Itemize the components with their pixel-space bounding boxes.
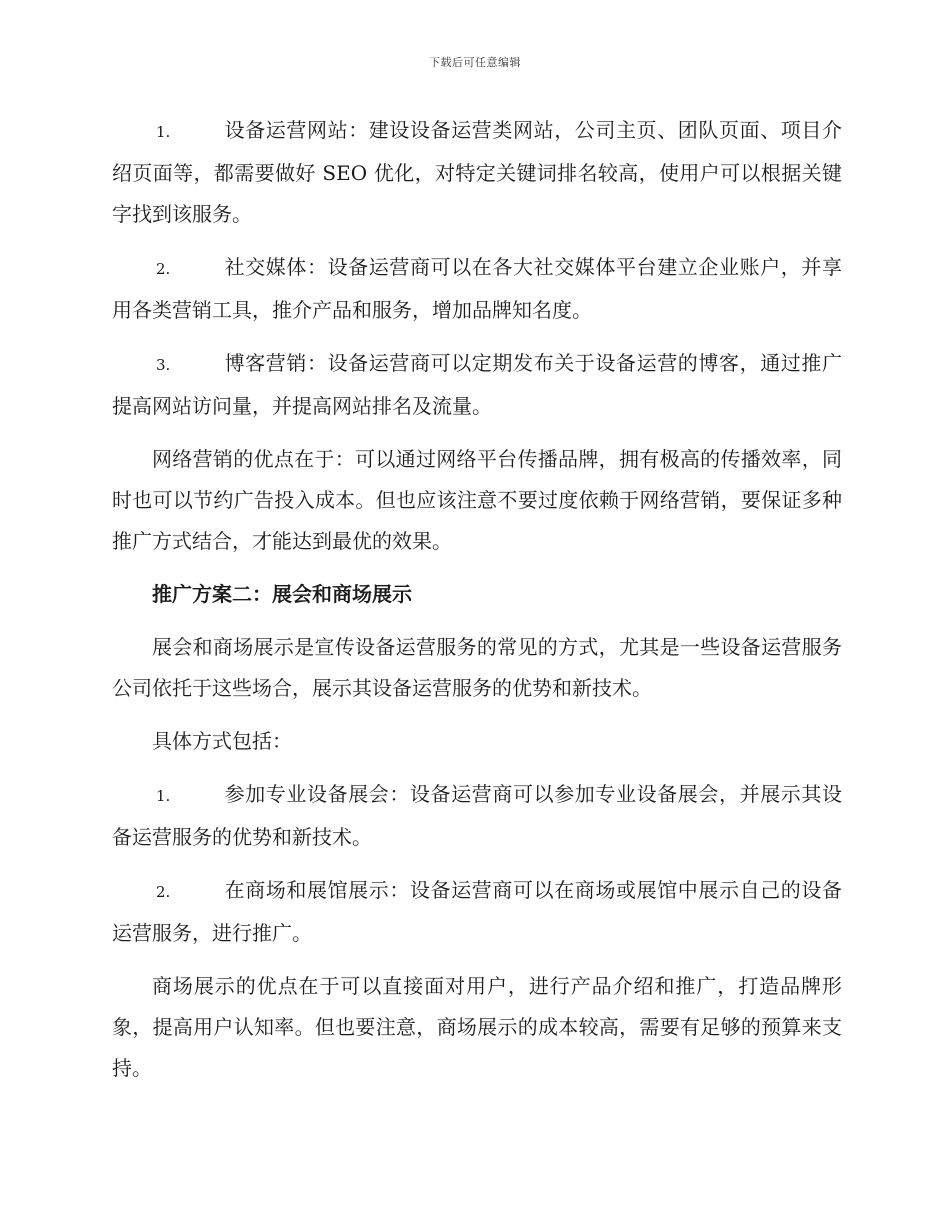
list-item-text: 在商场和展馆展示：设备运营商可以在商场或展馆中展示自己的设备运营服务，进行推广。 <box>112 878 842 945</box>
list-item-text: 设备运营网站：建设设备运营类网站，公司主页、团队页面、项目介绍页面等，都需要做好 SEO 优化，对特定关键词排名较高，使用户可以根据关键字找到该服务。 <box>112 118 842 226</box>
document-body <box>112 110 842 1101</box>
list-number: 3. <box>156 356 171 374</box>
list-item <box>112 870 842 954</box>
header-note: 下载后可任意编辑 <box>429 56 521 69</box>
list-number: 1. <box>156 123 171 141</box>
list-item-text: 参加专业设备展会：设备运营商可以参加专业设备展会，并展示其设备运营服务的优势和新技术。 <box>112 782 842 849</box>
methods-label: 具体方式包括： <box>152 729 292 753</box>
list-item-text: 社交媒体：设备运营商可以在各大社交媒体平台建立企业账户，并享用各类营销工具，推介产品和服务，增加品牌知名度。 <box>112 255 842 322</box>
list-item <box>112 774 842 858</box>
list-number: 2. <box>156 883 171 901</box>
expo-summary: 商场展示的优点在于可以直接面对用户，进行产品介绍和推广，打造品牌形象，提高用户认知率。但也要注意，商场展示的成本较高，需要有足够的预算来支持。 <box>112 974 842 1080</box>
section-heading: 推广方案二：展会和商场展示 <box>152 582 412 606</box>
list-item <box>112 110 842 235</box>
list-item <box>112 343 842 427</box>
list-number: 1. <box>156 787 171 805</box>
online-marketing-summary: 网络营销的优点在于：可以通过网络平台传播品牌，拥有极高的传播效率，同时也可以节约广告投入成本。但也应该注意不要过度依赖于网络营销，要保证多种推广方式结合，才能达到最优的效果。 <box>112 447 842 553</box>
list-item <box>112 247 842 331</box>
list-item-text: 博客营销：设备运营商可以定期发布关于设备运营的博客，通过推广提高网站访问量，并提高网站排名及流量。 <box>112 351 842 418</box>
expo-intro: 展会和商场展示是宣传设备运营服务的常见的方式，尤其是一些设备运营服务公司依托于这些场合，展示其设备运营服务的优势和新技术。 <box>112 635 842 700</box>
list-number: 2. <box>156 260 171 278</box>
